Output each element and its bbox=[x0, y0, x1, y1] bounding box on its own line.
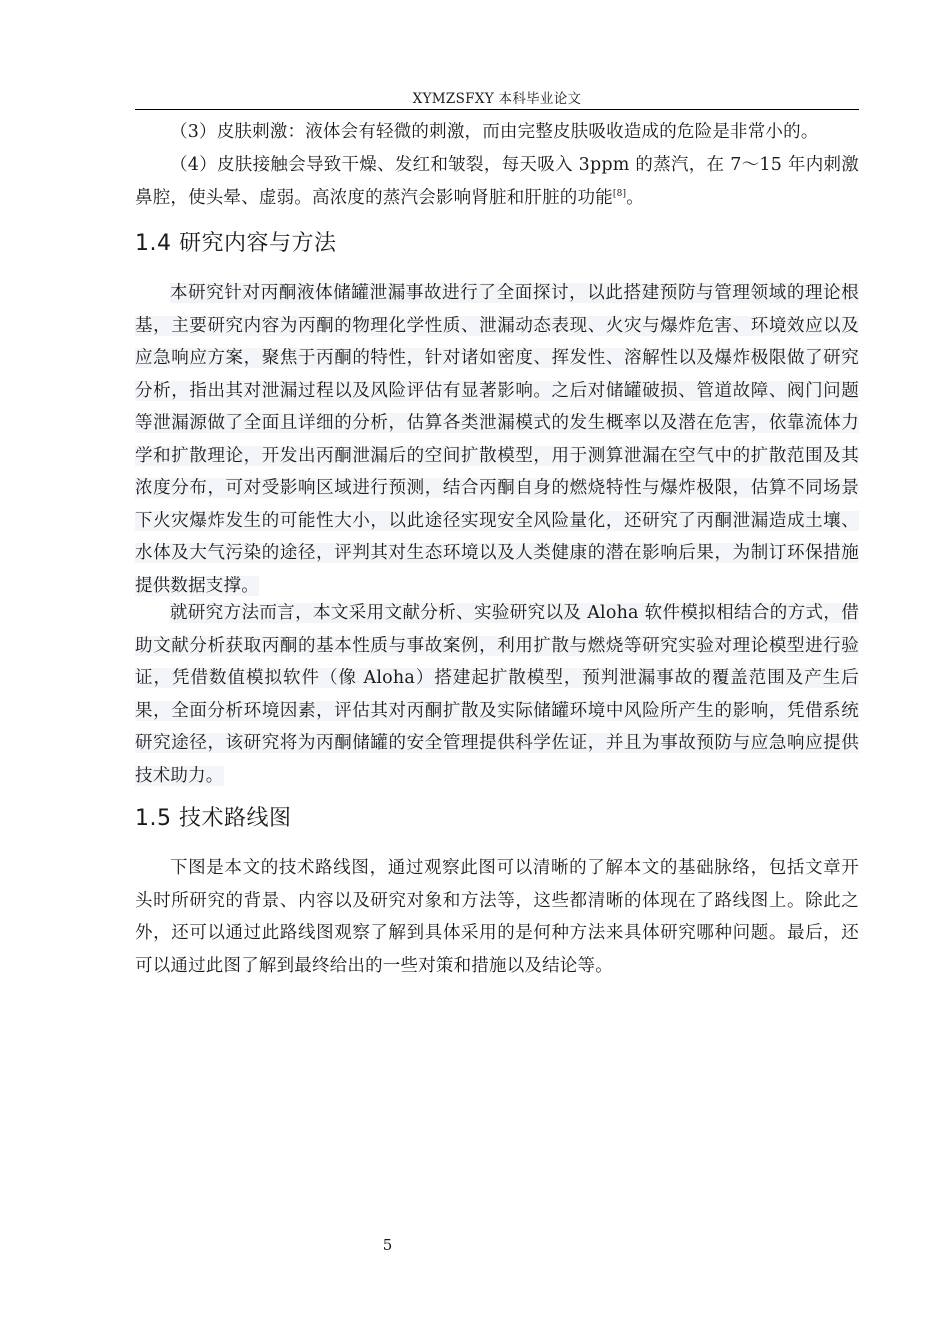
running-header: XYMZSFXY 本科毕业论文 bbox=[135, 90, 859, 110]
citation-ref[interactable]: [8] bbox=[612, 188, 627, 199]
section-heading-1-4: 1.4 研究内容与方法 bbox=[135, 231, 337, 256]
paragraph-skin-contact-text: （4）皮肤接触会导致干燥、发红和皱裂，每天吸入 3ppm 的蒸汽，在 7～15 年内刺激鼻腔，使头晕、虚弱。高浓度的蒸汽会影响肾脏和肝脏的功能 bbox=[135, 155, 859, 208]
section-heading-1-5: 1.5 技术路线图 bbox=[135, 806, 292, 831]
paragraph-research-method bbox=[135, 597, 859, 792]
paragraph-skin-contact-end: 。 bbox=[626, 187, 644, 208]
paragraph-skin-contact bbox=[135, 149, 859, 214]
paragraph-research-content bbox=[135, 277, 859, 602]
paragraph-skin-irritation: （3）皮肤刺激：液体会有轻微的刺激，而由完整皮肤吸收造成的危险是非常小的。 bbox=[170, 122, 819, 142]
paragraph-roadmap: 下图是本文的技术路线图，通过观察此图可以清晰的了解本文的基础脉络，包括文章开头时所研究的背景、内容以及研究对象和方法等，这些都清晰的体现在了路线图上。除此之外，还可以通过此路线图观察了解到具体采用的是何种方法来具体研究哪种问题。最后，还可以通过此图了解到最终给出的一些对策和措施以及结论等。 bbox=[135, 858, 859, 976]
paragraph-research-method-text: 就研究方法而言，本文采用文献分析、实验研究以及 Aloha 软件模拟相结合的方式，借助文献分析获取丙酮的基本性质与事故案例，利用扩散与燃烧等研究实验对理论模型进行验证，凭借数值模拟软件（像 Aloha）搭建起扩散模型，预判泄漏事故的覆盖范围及产生后果，全面分析环境因素，评估其对丙酮扩散及实际储罐环境中风险所产生的影响，凭借系统研究途径，该研究将为丙酮储罐的安全管理提供科学佐证，并且为事故预防与应急响应提供技术助力。 bbox=[135, 603, 859, 786]
paragraph-research-content-text: 本研究针对丙酮液体储罐泄漏事故进行了全面探讨，以此搭建预防与管理领域的理论根基，主要研究内容为丙酮的物理化学性质、泄漏动态表现、火灾与爆炸危害、环境效应以及应急响应方案，聚焦于丙酮的特性，针对诸如密度、挥发性、溶解性以及爆炸极限做了研究分析，指出其对泄漏过程以及风险评估有显著影响。之后对储罐破损、管道故障、阀门问题等泄漏源做了全面且详细的分析，估算各类泄漏模式的发生概率以及潜在危害，依靠流体力学和扩散理论，开发出丙酮泄漏后的空间扩散模型，用于测算泄漏在空气中的扩散范围及其浓度分布，可对受影响区域进行预测，结合丙酮自身的燃烧特性与爆炸极限，估算不同场景下火灾爆炸发生的可能性大小，以此途径实现安全风险量化，还研究了丙酮泄漏造成土壤、水体及大气污染的途径，评判其对生态环境以及人类健康的潜在影响后果，为制订环保措施提供数据支撑。 bbox=[135, 283, 859, 596]
page-number: 5 bbox=[382, 1236, 393, 1254]
